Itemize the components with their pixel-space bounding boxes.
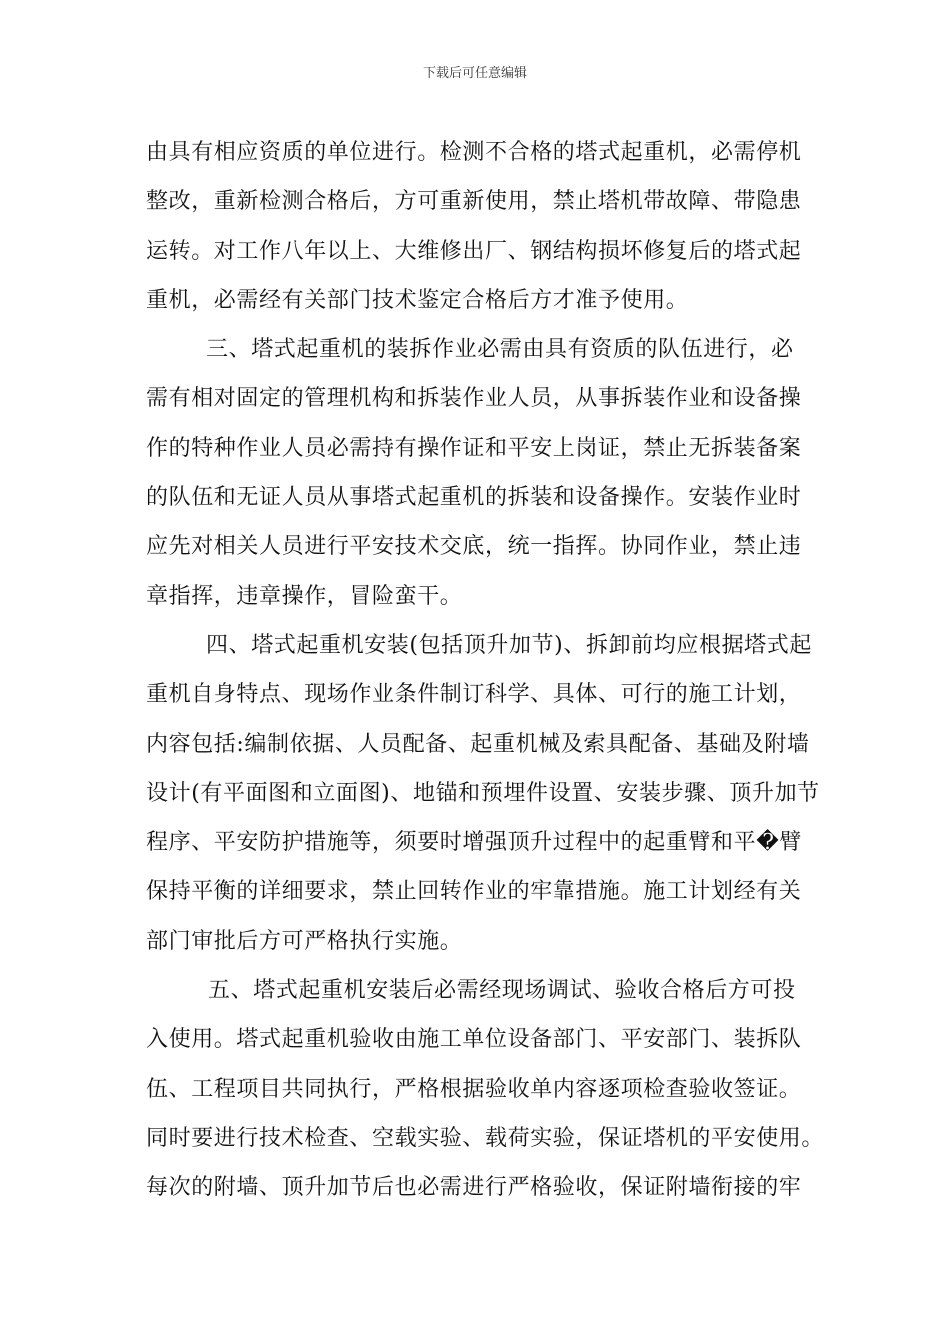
text-line: 作的特种作业人员必需持有操作证和平安上岗证，禁止无拆装备案: [146, 435, 802, 461]
text-line: 入使用。塔式起重机验收由施工单位设备部门、平安部门、装拆队: [146, 1027, 802, 1053]
text-line: 应先对相关人员进行平安技术交底，统一指挥。协同作业，禁止违: [146, 534, 802, 560]
text-line: 需有相对固定的管理机构和拆装作业人员，从事拆装作业和设备操: [146, 386, 802, 412]
text-line: 重机，必需经有关部门技术鉴定合格后方才准予使用。: [146, 287, 689, 313]
text-line: 程序、平安防护措施等，须要时增强顶升过程中的起重臂和平�臂: [146, 830, 802, 856]
text-line: 由具有相应资质的单位进行。检测不合格的塔式起重机，必需停机: [146, 140, 802, 165]
text-line: 整改，重新检测合格后，方可重新使用，禁止塔机带故障、带隐患: [146, 189, 802, 215]
text-line: 三、塔式起重机的装拆作业必需由具有资质的队伍进行，必: [206, 337, 794, 363]
text-line: 伍、工程项目共同执行，严格根据验收单内容逐项检查验收签证。: [146, 1076, 802, 1102]
text-line: 设计(有平面图和立面图)、地锚和预埋件设置、安装步骤、顶升加节: [146, 780, 820, 806]
text-line: 保持平衡的详细要求，禁止回转作业的牢靠措施。施工计划经有关: [146, 879, 802, 905]
text-line: 四、塔式起重机安装(包括顶升加节)、拆卸前均应根据塔式起: [206, 632, 812, 658]
text-line: 五、塔式起重机安装后必需经现场调试、验收合格后方可投: [208, 978, 796, 1004]
text-line: 同时要进行技术检查、空载实验、载荷实验，保证塔机的平安使用。: [146, 1125, 825, 1151]
text-line: 章指挥，违章操作，冒险蛮干。: [146, 583, 463, 609]
document-body: [146, 128, 825, 1213]
text-line: 每次的附墙、顶升加节后也必需进行严格验收，保证附墙衔接的牢: [146, 1175, 802, 1201]
text-line: 的队伍和无证人员从事塔式起重机的拆装和设备操作。安装作业时: [146, 485, 802, 511]
text-line: 运转。对工作八年以上、大维修出厂、钢结构损坏修复后的塔式起: [146, 238, 802, 264]
text-line: 部门审批后方可严格执行实施。: [146, 928, 463, 954]
text-line: 重机自身特点、现场作业条件制订科学、具体、可行的施工计划，: [146, 682, 802, 708]
text-line: 内容包括:编制依据、人员配备、起重机械及索具配备、基础及附墙: [146, 731, 810, 757]
page-header: 下载后可任意编辑: [422, 66, 527, 81]
